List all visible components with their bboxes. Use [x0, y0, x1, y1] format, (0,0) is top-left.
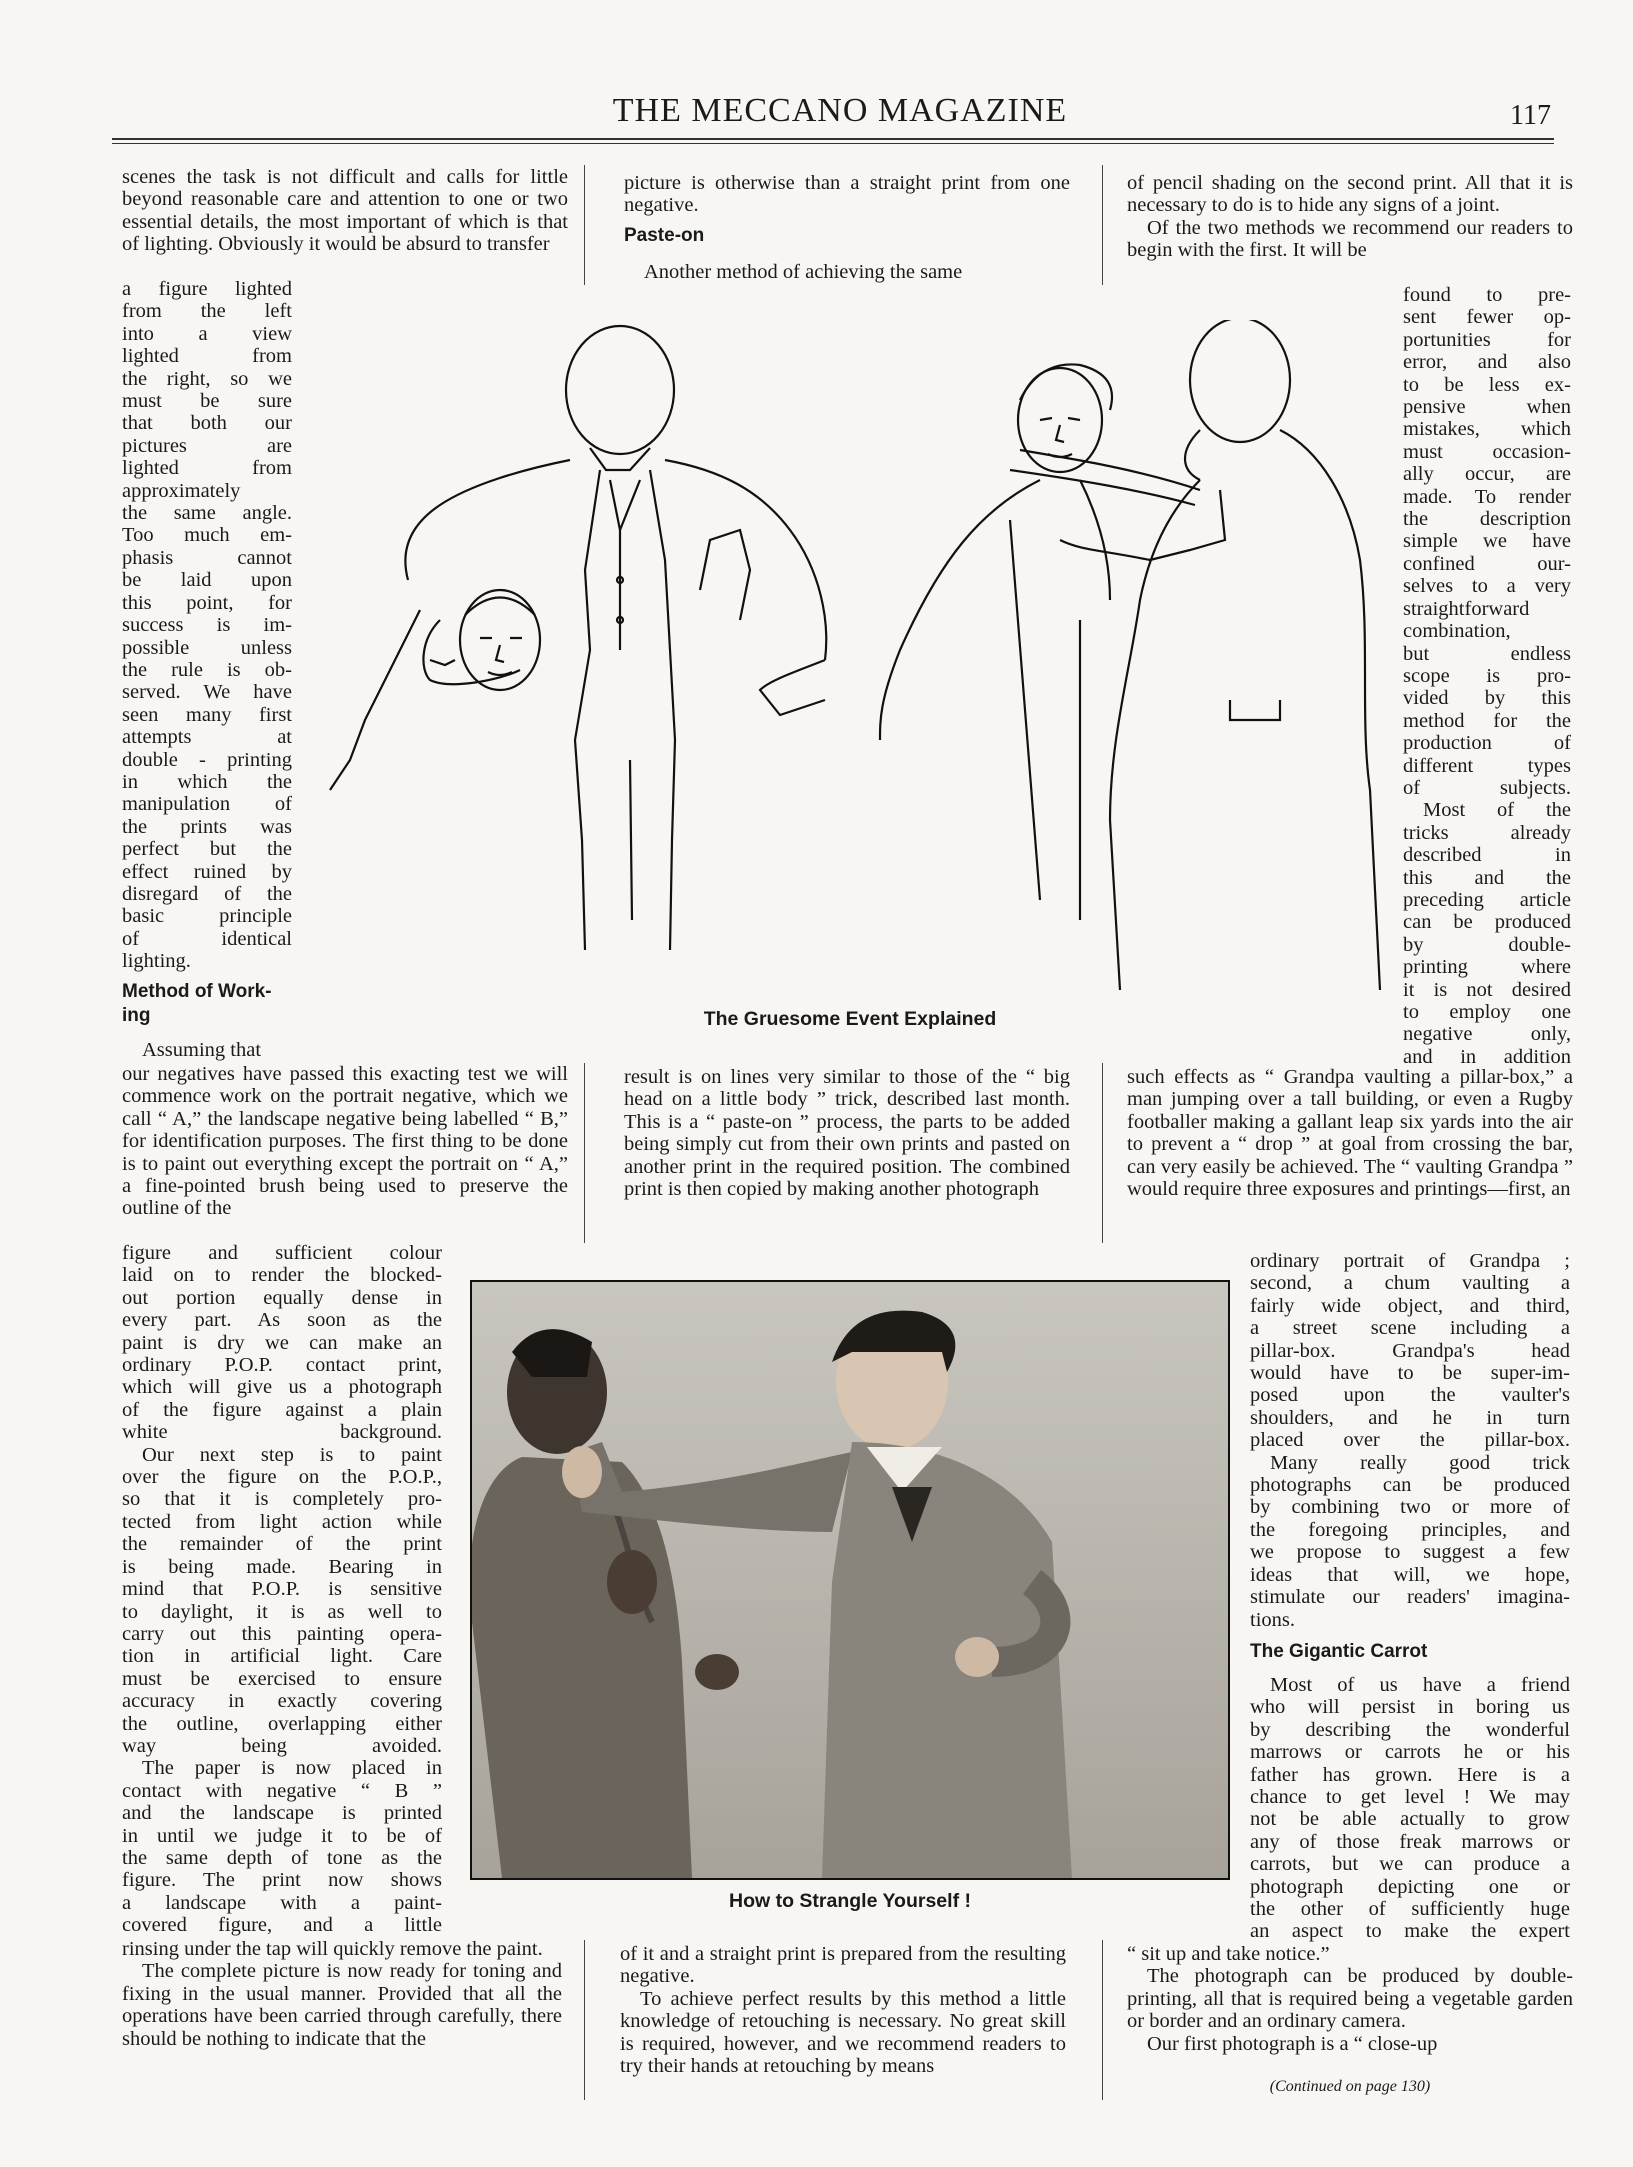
text-line: not be able actually to grow: [1250, 1808, 1570, 1831]
photo-caption: How to Strangle Yourself !: [729, 1890, 971, 1912]
text-line: figure and sufficient colour: [122, 1242, 442, 1264]
text-line: effect ruined by: [122, 860, 292, 883]
text-line: that both our: [122, 412, 292, 435]
text-line: sent fewer op-: [1403, 306, 1571, 329]
small-head-drawing: [460, 590, 540, 690]
text-line: posed upon the vaulter's: [1250, 1384, 1570, 1407]
text-line: manipulation of: [122, 793, 292, 816]
text-line: this and the: [1403, 866, 1571, 889]
text-line: production of: [1403, 732, 1571, 755]
text-line: preceding article: [1403, 888, 1571, 911]
text-line: of identical: [122, 927, 292, 950]
text-line: who will persist in boring us: [1250, 1696, 1570, 1719]
col1-bottom-paragraph: our negatives have passed this exacting test we will commence work on the portrait negative, which we call “ A,” the landscape negative being labelled “ B,” for identification purposes. The first thing to be done is to paint out everything except the portrait on “ A,” a fine-pointed brush being used to preserve the outline of the: [122, 1063, 568, 1220]
text-line: tected from light action while: [122, 1510, 442, 1533]
text-line: this point, for: [122, 591, 292, 614]
text-line: possible unless: [122, 636, 292, 659]
text-line: approximately: [122, 479, 241, 502]
text-line: we propose to suggest a few: [1250, 1541, 1570, 1564]
text-line: so that it is completely pro-: [122, 1488, 442, 1511]
text-line: shoulders, and he in turn: [1250, 1406, 1570, 1429]
magazine-title: THE MECCANO MAGAZINE: [612, 92, 1068, 129]
text-line: described in: [1403, 844, 1571, 867]
text-line: covered figure, and a little: [122, 1914, 442, 1937]
column-rule-top-right: [1102, 165, 1103, 285]
text-line: a street scene including a: [1250, 1317, 1570, 1340]
text-line: it is not desired: [1403, 978, 1571, 1001]
text-line: any of those freak marrows or: [1250, 1830, 1570, 1853]
strangle-photograph: [470, 1280, 1230, 1880]
text-line: basic principle: [122, 905, 292, 928]
text-line: be laid upon: [122, 569, 292, 592]
text-line: the prints was: [122, 815, 292, 838]
text-line: the other of sufficiently huge: [1250, 1898, 1570, 1921]
right-man-drawing: [1010, 320, 1380, 990]
text-line: ideas that will, we hope,: [1250, 1563, 1570, 1586]
header-rule-thin: [112, 143, 1554, 144]
heading-line: Method of Work-: [122, 981, 272, 1002]
text-line: tions.: [1250, 1608, 1295, 1631]
text-line: Our next step is to paint: [142, 1443, 442, 1466]
column-rule-top-left: [584, 165, 585, 285]
text-line: over the figure on the P.O.P.,: [122, 1466, 442, 1489]
text-line: photographs can be produced: [1250, 1474, 1570, 1497]
col1-narrow-text: [122, 278, 292, 973]
boy-head-drawing: [880, 364, 1112, 920]
text-line: pictures are: [122, 434, 292, 457]
text-line: in which the: [122, 770, 292, 793]
text-line: seen many first: [122, 703, 292, 726]
col3-narrow-text-3: [1250, 1674, 1570, 1943]
text-line: the foregoing principles, and: [1250, 1518, 1570, 1541]
text-line: an aspect to make the expert: [1250, 1920, 1570, 1943]
text-line: made. To render: [1403, 485, 1571, 508]
col3-narrow-text: [1403, 284, 1571, 1068]
text-line: selves to a very: [1403, 575, 1571, 598]
text-line: carrots, but we can produce a: [1250, 1853, 1570, 1876]
text-line: from the left: [122, 300, 292, 323]
col3-top-paragraph: of pencil shading on the second print. All that it is necessary to do is to hide any signs of a joint. Of the two methods we recommend our readers to begin with the first. It will be: [1127, 172, 1573, 262]
text-line: printing where: [1403, 956, 1571, 979]
text-line: attempts at: [122, 726, 292, 749]
text-line: the right, so we: [122, 367, 292, 390]
text-line: white background.: [122, 1421, 442, 1444]
text-line: a figure lighted: [122, 278, 292, 300]
text-line: the outline, overlapping either: [122, 1712, 442, 1735]
text-line: laid on to render the blocked-: [122, 1264, 442, 1287]
text-line: would have to be super-im-: [1250, 1362, 1570, 1385]
text-line: Most of the: [1423, 799, 1571, 822]
continued-note: (Continued on page 130): [1269, 2078, 1431, 2095]
text-line: the description: [1403, 508, 1571, 531]
text-line: served. We have: [122, 681, 292, 704]
text-line: scope is pro-: [1403, 664, 1571, 687]
header-rule: [112, 138, 1554, 140]
col2-top2-paragraph: Another method of achieving the same: [644, 261, 963, 283]
text-line: disregard of the: [122, 882, 292, 905]
text-line: accuracy in exactly covering: [122, 1690, 442, 1713]
text-line: the remainder of the print: [122, 1533, 442, 1556]
text-line: different types: [1403, 754, 1571, 777]
text-line: double - printing: [122, 748, 292, 771]
text-line: a landscape with a paint-: [122, 1891, 442, 1914]
text-line: father has grown. Here is a: [1250, 1763, 1570, 1786]
text-line: combination,: [1403, 620, 1511, 643]
text-line: tion in artificial light. Care: [122, 1645, 442, 1668]
text-line: of the figure against a plain: [122, 1398, 442, 1421]
text-line: The paper is now placed in: [142, 1757, 442, 1780]
col2-top-paragraph: picture is otherwise than a straight print from one negative.: [624, 172, 1070, 217]
col2-mid-paragraph: result is on lines very similar to those of the “ big head on a little body ” trick, described last month. This is a “ paste-on ” process, the parts to be added being simply cut from their own prints and pasted on another print in the required position. The combined print is then copied by making another photograph: [624, 1066, 1070, 1201]
text-line: lighted from: [122, 457, 292, 480]
text-line: of subjects.: [1403, 776, 1571, 799]
col1-heading-method: [122, 980, 302, 1028]
text-line: second, a chum vaulting a: [1250, 1272, 1570, 1295]
line-drawing-illustration: [320, 320, 1400, 990]
photo-figures: [472, 1282, 1228, 1878]
text-line: figure. The print now shows: [122, 1869, 442, 1892]
text-line: by double-: [1403, 933, 1571, 956]
text-line: by describing the wonderful: [1250, 1718, 1570, 1741]
text-line: contact with negative “ B ”: [122, 1779, 442, 1802]
text-line: ordinary P.O.P. contact print,: [122, 1354, 442, 1377]
text-line: found to pre-: [1403, 284, 1571, 306]
text-line: pillar-box. Grandpa's head: [1250, 1339, 1570, 1362]
text-line: success is im-: [122, 614, 292, 637]
text-line: is being made. Bearing in: [122, 1555, 442, 1578]
text-line: method for the: [1403, 709, 1571, 732]
text-line: to employ one: [1403, 1001, 1571, 1023]
text-line: pensive when: [1403, 396, 1571, 419]
text-line: paint is dry we can make an: [122, 1331, 442, 1354]
text-line: carry out this painting opera-: [122, 1622, 442, 1645]
col1-end-paragraph: rinsing under the tap will quickly remove the paint. The complete picture is now ready for toning and fixing in the usual manner. Provided that all the operations have been carried through carefully, there should be nothing to indicate that the: [122, 1938, 562, 2050]
text-line: must occasion-: [1403, 440, 1571, 463]
text-line: fairly wide object, and third,: [1250, 1294, 1570, 1317]
text-line: phasis cannot: [122, 546, 292, 569]
text-line: portunities for: [1403, 328, 1571, 351]
col1-assuming: Assuming that: [142, 1039, 262, 1061]
heading-line: ing: [122, 1005, 151, 1026]
text-line: mind that P.O.P. is sensitive: [122, 1578, 442, 1601]
text-line: but endless: [1403, 642, 1571, 665]
col3-end-paragraph: “ sit up and take notice.” The photograph can be produced by double-printing, all that is required being a vegetable garden or border and an ordinary camera. Our first photograph is a “ close-up: [1127, 1943, 1573, 2055]
text-line: by combining two or more of: [1250, 1496, 1570, 1519]
text-line: can be produced: [1403, 911, 1571, 934]
text-line: into a view: [122, 322, 292, 345]
col2-bottom-paragraph: of it and a straight print is prepared from the resulting negative. To achieve perfect results by this method a little knowledge of retouching is necessary. No great skill is required, however, and we recommend readers to try their hands at retouching by means: [620, 1943, 1066, 2078]
text-line: ordinary portrait of Grandpa ;: [1250, 1250, 1570, 1272]
text-line: vided by this: [1403, 687, 1571, 710]
text-line: straightforward: [1403, 597, 1530, 620]
text-line: marrows or carrots he or his: [1250, 1741, 1570, 1764]
text-line: must be sure: [122, 390, 292, 413]
col1-top-paragraph: scenes the task is not difficult and calls for little beyond reasonable care and attention to one or two essential details, the most important of which is that of lighting. Obviously it would be absurd to transfer: [122, 166, 568, 256]
text-line: placed over the pillar-box.: [1250, 1429, 1570, 1452]
text-line: in until we judge it to be of: [122, 1824, 442, 1847]
text-line: out portion equally dense in: [122, 1286, 442, 1309]
text-line: mistakes, which: [1403, 418, 1571, 441]
col2-heading-paste-on: Paste-on: [624, 225, 705, 246]
text-line: confined our-: [1403, 552, 1571, 575]
col3-heading-gigantic-carrot: The Gigantic Carrot: [1250, 1641, 1428, 1662]
page-number: 117: [1510, 100, 1551, 131]
text-line: tricks already: [1403, 821, 1571, 844]
text-line: stimulate our readers' imagina-: [1250, 1586, 1570, 1609]
text-line: the rule is ob-: [122, 658, 292, 681]
col3-narrow-text-2: [1250, 1250, 1570, 1631]
text-line: and the landscape is printed: [122, 1802, 442, 1825]
left-man-drawing: [330, 326, 826, 950]
drawing-caption: The Gruesome Event Explained: [703, 1008, 997, 1030]
text-line: which will give us a photograph: [122, 1376, 442, 1399]
text-line: lighted from: [122, 345, 292, 368]
text-line: every part. As soon as the: [122, 1309, 442, 1332]
text-line: Most of us have a friend: [1270, 1674, 1570, 1696]
col3-mid-paragraph: such effects as “ Grandpa vaulting a pillar-box,” a man jumping over a tall building, or even a Rugby footballer making a gallant leap six yards into the air to prevent a “ drop ” at goal from crossing the bar, can very easily be achieved. The “ vaulting Grandpa ” would require three exposures and printings—first, an: [1127, 1066, 1573, 1201]
col1-narrow-text-2: [122, 1242, 442, 1937]
column-rule-bottom-left: [584, 1940, 585, 2100]
text-line: error, and also: [1403, 351, 1571, 374]
text-line: the same angle.: [122, 502, 292, 525]
text-line: the same depth of tone as the: [122, 1846, 442, 1869]
text-line: Many really good trick: [1270, 1451, 1570, 1474]
text-line: way being avoided.: [122, 1734, 442, 1757]
text-line: must be exercised to ensure: [122, 1667, 442, 1690]
text-line: chance to get level ! We may: [1250, 1786, 1570, 1809]
text-line: to be less ex-: [1403, 373, 1571, 396]
text-line: ally occur, are: [1403, 463, 1571, 486]
text-line: simple we have: [1403, 530, 1571, 553]
text-line: negative only,: [1403, 1023, 1571, 1046]
column-rule-mid-right: [1102, 1063, 1103, 1243]
text-line: Too much em-: [122, 524, 292, 547]
text-line: lighting.: [122, 950, 191, 973]
text-line: and in addition: [1403, 1045, 1571, 1068]
text-line: photograph depicting one or: [1250, 1875, 1570, 1898]
text-line: to daylight, it is as well to: [122, 1600, 442, 1623]
text-line: perfect but the: [122, 838, 292, 861]
column-rule-bottom-right: [1102, 1940, 1103, 2100]
column-rule-mid-left: [584, 1063, 585, 1243]
